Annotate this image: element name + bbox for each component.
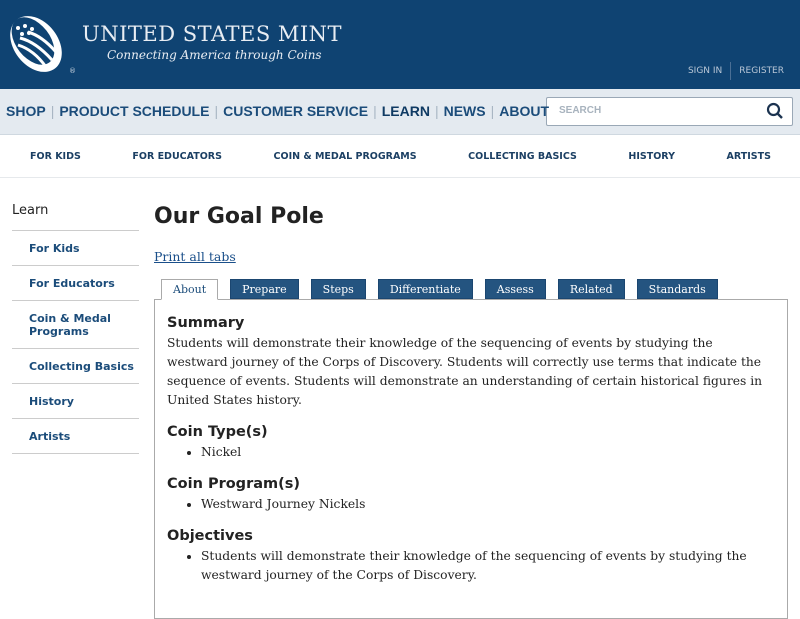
nav-product-schedule[interactable]: PRODUCT SCHEDULE <box>59 103 210 119</box>
coin-type-item: • Nickel <box>201 443 775 462</box>
tab-panel-about <box>154 299 788 619</box>
coin-program-item: • Westward Journey Nickels <box>201 495 775 514</box>
tab-standards[interactable]: Standards <box>637 279 718 299</box>
subnav-for-kids[interactable]: FOR KIDS <box>30 151 81 162</box>
sign-in-link[interactable]: SIGN IN <box>687 66 723 76</box>
nav-shop[interactable]: SHOP <box>6 103 46 119</box>
register-link[interactable]: REGISTER <box>739 66 784 76</box>
nav-about[interactable]: ABOUT <box>499 103 549 119</box>
registered-mark: ® <box>69 67 76 75</box>
sidebar-title: Learn <box>12 203 139 231</box>
tab-prepare[interactable]: Prepare <box>230 279 299 299</box>
summary-heading: Summary <box>167 315 245 331</box>
sidebar-item-coin-medal-programs[interactable]: Coin & Medal Programs <box>12 301 139 349</box>
sub-nav <box>0 136 800 178</box>
tab-about[interactable]: About <box>161 279 218 300</box>
sidebar <box>12 203 139 454</box>
sidebar-item-collecting-basics[interactable]: Collecting Basics <box>12 349 139 384</box>
search-box <box>546 97 793 126</box>
coin-type-heading: Coin Type(s) <box>167 424 268 440</box>
tab-bar <box>161 279 718 300</box>
search-icon[interactable] <box>766 102 784 120</box>
site-header <box>0 0 800 89</box>
nav-customer-service[interactable]: CUSTOMER SERVICE <box>223 103 369 119</box>
objectives-heading: Objectives <box>167 528 253 544</box>
sidebar-item-history[interactable]: History <box>12 384 139 419</box>
tab-related[interactable]: Related <box>558 279 625 299</box>
coin-program-heading: Coin Program(s) <box>167 476 300 492</box>
mint-logo-icon[interactable] <box>6 12 68 76</box>
sidebar-item-for-kids[interactable]: For Kids <box>12 231 139 266</box>
brand-name: UNITED STATES MINT <box>82 22 343 46</box>
nav-news[interactable]: NEWS <box>443 103 486 119</box>
sidebar-item-for-educators[interactable]: For Educators <box>12 266 139 301</box>
nav-learn[interactable]: LEARN <box>381 103 430 119</box>
summary-text: Students will demonstrate their knowledge of the sequencing of events by studying the westward journey of the Corps of Discovery. Students will correctly use terms that indicate the sequence of events. Students will demonstrate an understanding of certain historical figures in United States history. <box>167 336 763 407</box>
subnav-collecting-basics[interactable]: COLLECTING BASICS <box>468 151 577 162</box>
print-all-tabs-link[interactable]: Print all tabs <box>154 249 236 264</box>
subnav-history[interactable]: HISTORY <box>628 151 675 162</box>
subnav-for-educators[interactable]: FOR EDUCATORS <box>132 151 222 162</box>
tab-assess[interactable]: Assess <box>485 279 546 299</box>
subnav-artists[interactable]: ARTISTS <box>726 151 771 162</box>
main-nav: SHOP | PRODUCT SCHEDULE | CUSTOMER SERVICE | LEARN | NEWS | ABOUT SEARCH <box>0 89 800 135</box>
sidebar-item-artists[interactable]: Artists <box>12 419 139 454</box>
tagline: Connecting America through Coins <box>107 48 322 62</box>
page-title: Our Goal Pole <box>154 204 324 229</box>
subnav-coin-medal-programs[interactable]: COIN & MEDAL PROGRAMS <box>273 151 417 162</box>
objective-item: • Students will demonstrate their knowledge of the sequencing of events by studying the westward journey of the Corps of Discovery. <box>201 547 775 585</box>
tab-steps[interactable]: Steps <box>311 279 366 299</box>
search-input[interactable] <box>559 105 759 116</box>
tab-differentiate[interactable]: Differentiate <box>378 279 473 299</box>
